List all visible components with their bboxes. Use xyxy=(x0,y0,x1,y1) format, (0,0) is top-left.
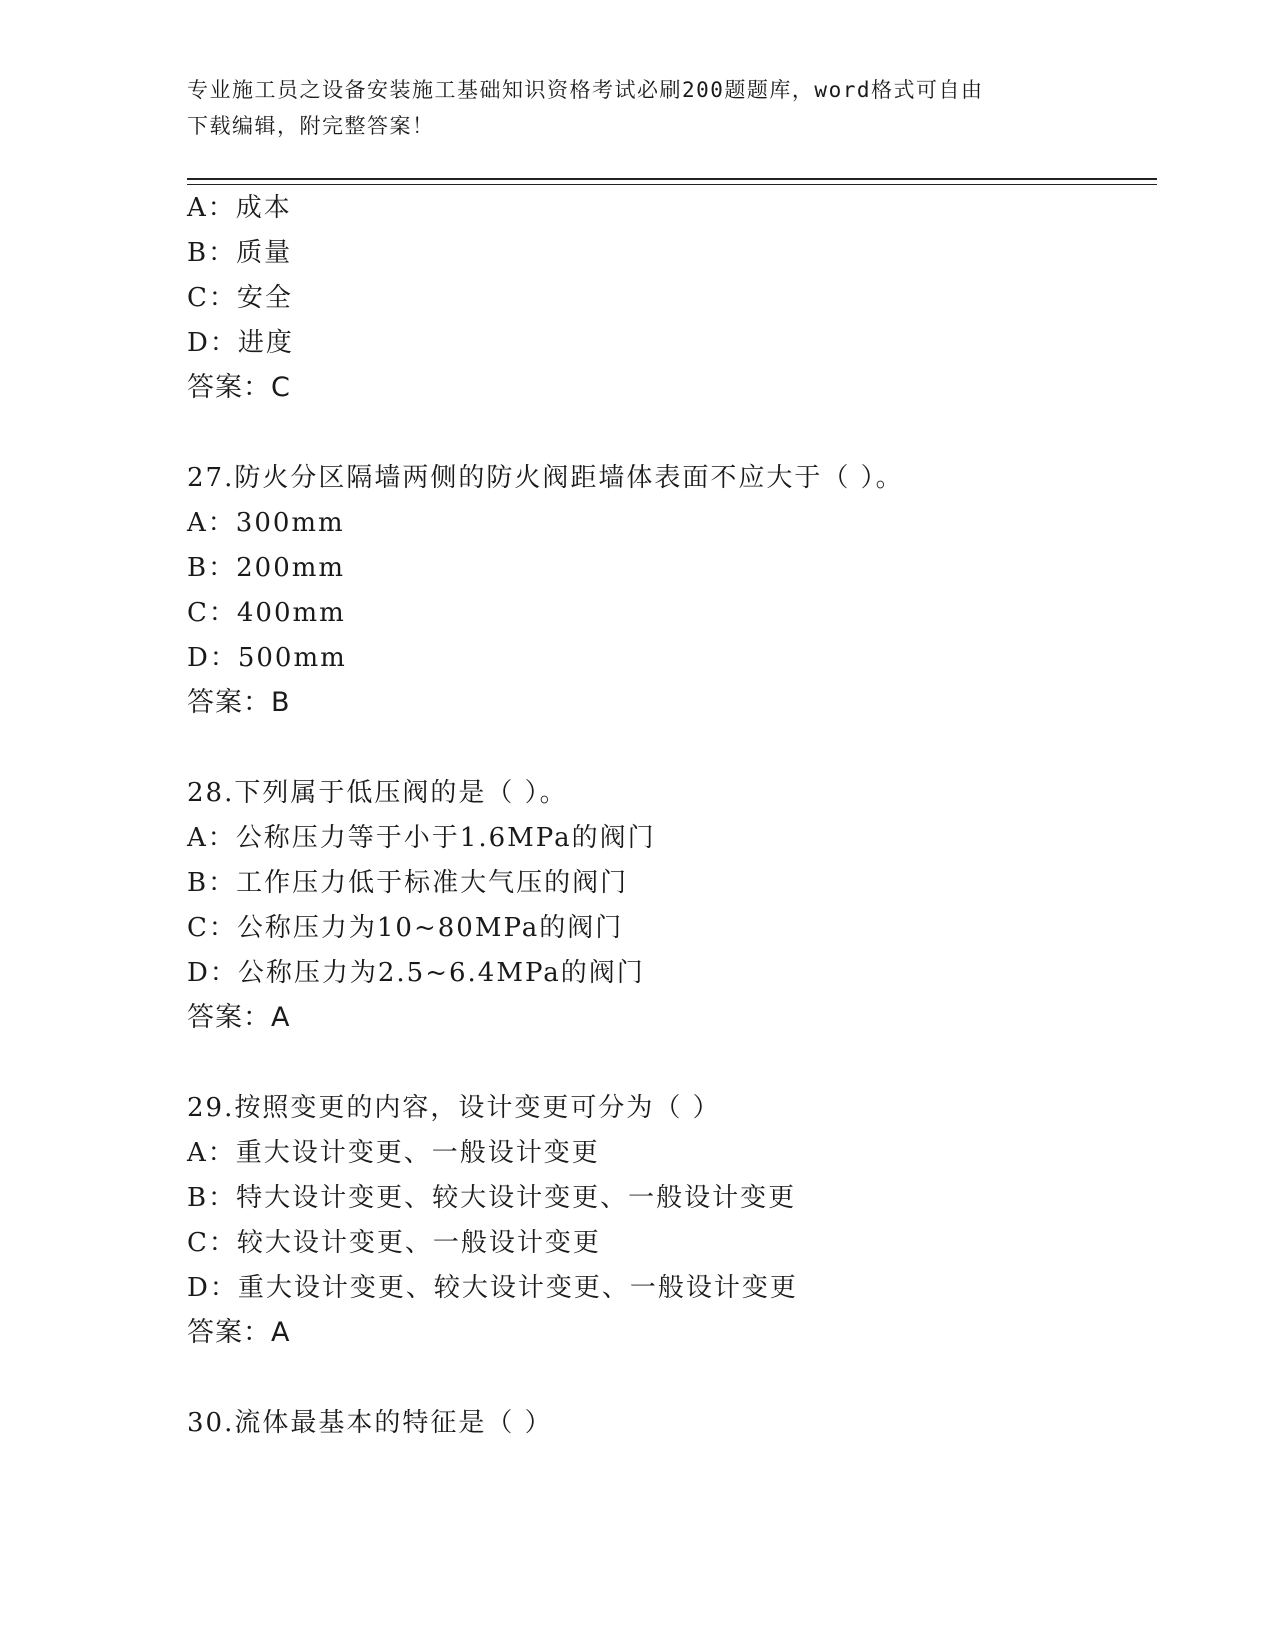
q26-answer: 答案：C xyxy=(187,372,291,403)
q28-option-d: D：公称压力为2.5~6.4MPa的阀门 xyxy=(187,958,645,988)
q29-option-d: D：重大设计变更、较大设计变更、一般设计变更 xyxy=(187,1273,798,1303)
q30-question: 30.流体最基本的特征是（ ） xyxy=(187,1408,553,1438)
q29-answer: 答案：A xyxy=(187,1317,291,1348)
q26-option-d: D：进度 xyxy=(187,328,294,358)
q29-option-a: A：重大设计变更、一般设计变更 xyxy=(187,1138,600,1168)
q29-question: 29.按照变更的内容，设计变更可分为（ ） xyxy=(187,1093,721,1123)
header-title-line2: 下载编辑，附完整答案！ xyxy=(187,114,435,138)
q28-answer: 答案：A xyxy=(187,1002,291,1033)
q28-option-a: A：公称压力等于小于1.6MPa的阀门 xyxy=(187,823,656,853)
q28-option-c: C：公称压力为10~80MPa的阀门 xyxy=(187,913,624,943)
q26-option-b: B：质量 xyxy=(187,238,293,268)
q27-question: 27.防火分区隔墙两侧的防火阀距墙体表面不应大于（ ）。 xyxy=(187,463,904,493)
q28-question: 28.下列属于低压阀的是（ ）。 xyxy=(187,778,568,808)
q27-option-d: D：500mm xyxy=(187,643,347,673)
q27-option-a: A：300mm xyxy=(187,508,345,538)
q27-option-b: B：200mm xyxy=(187,553,346,583)
header-divider-thin xyxy=(187,184,1157,185)
header-title-line1: 专业施工员之设备安装施工基础知识资格考试必刷200题题库，word格式可自由 xyxy=(187,78,984,102)
q28-option-b: B：工作压力低于标准大气压的阀门 xyxy=(187,868,629,898)
q26-option-a: A：成本 xyxy=(187,193,292,223)
q29-option-c: C：较大设计变更、一般设计变更 xyxy=(187,1228,601,1258)
q27-answer: 答案：B xyxy=(187,687,291,718)
q29-option-b: B：特大设计变更、较大设计变更、一般设计变更 xyxy=(187,1183,797,1213)
header-divider-thick xyxy=(187,178,1157,180)
document-header xyxy=(187,72,1087,144)
q27-option-c: C：400mm xyxy=(187,598,346,628)
q26-option-c: C：安全 xyxy=(187,283,293,313)
